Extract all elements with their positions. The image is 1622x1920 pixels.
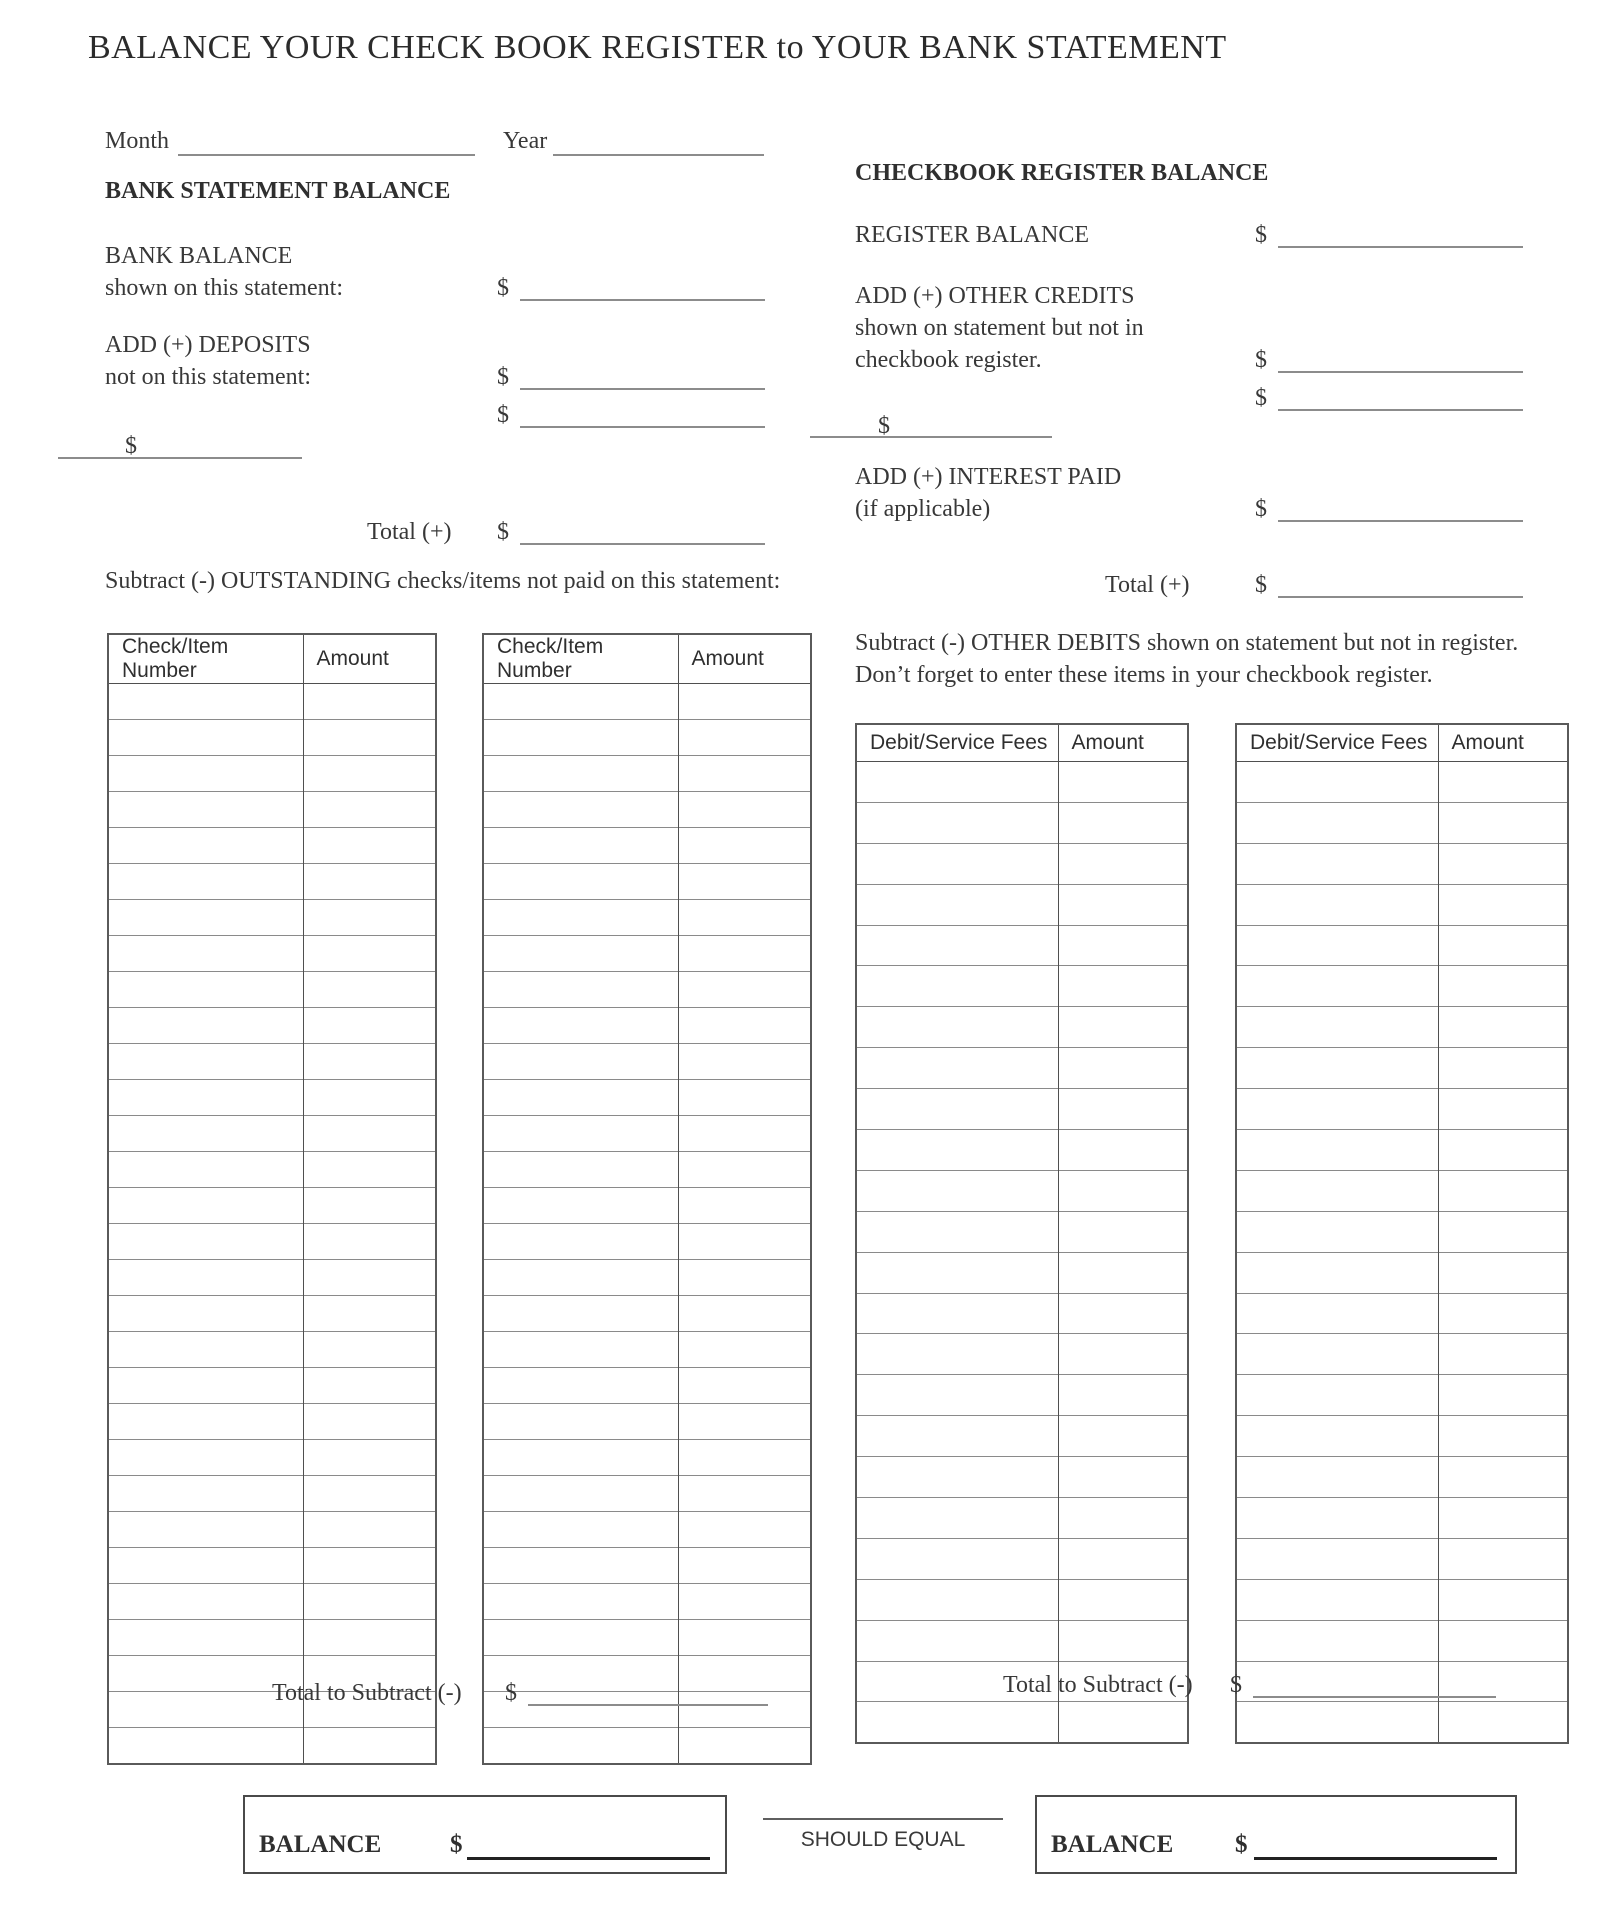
table-cell[interactable] [108, 1440, 303, 1476]
table-cell[interactable] [1236, 1702, 1438, 1743]
table-cell[interactable] [108, 792, 303, 828]
table-cell[interactable] [303, 1080, 436, 1116]
dollar-sign: $ [497, 364, 509, 390]
table-cell[interactable] [678, 756, 811, 792]
table-cell[interactable] [303, 1188, 436, 1224]
table-cell[interactable] [1058, 925, 1188, 966]
table-cell[interactable] [856, 1170, 1058, 1211]
table-cell[interactable] [678, 1116, 811, 1152]
table-cell[interactable] [1058, 966, 1188, 1007]
table-cell[interactable] [108, 1548, 303, 1584]
table-cell[interactable] [678, 1260, 811, 1296]
table-cell[interactable] [1236, 1334, 1438, 1375]
table-cell[interactable] [483, 1044, 678, 1080]
outstanding-checks-table-1 [107, 633, 437, 1765]
table-cell[interactable] [303, 1728, 436, 1765]
table-cell[interactable] [678, 1224, 811, 1260]
dollar-sign: $ [1255, 385, 1267, 411]
table-cell[interactable] [483, 1476, 678, 1512]
checkbook-register-heading: CHECKBOOK REGISTER BALANCE [855, 160, 1269, 186]
register-total-to-subtract-input[interactable] [1253, 1696, 1496, 1698]
month-label: Month [105, 128, 170, 154]
table-cell[interactable] [856, 843, 1058, 884]
table-cell[interactable] [1236, 762, 1438, 803]
table-cell[interactable] [108, 1404, 303, 1440]
table-cell[interactable] [483, 756, 678, 792]
other-debits-instruction-line2: Don’t forget to enter these items in your checkbook register. [855, 662, 1433, 688]
table-cell[interactable] [303, 936, 436, 972]
table-cell[interactable] [856, 1416, 1058, 1457]
table-cell[interactable] [483, 864, 678, 900]
table-cell[interactable] [1438, 1048, 1568, 1089]
table-cell[interactable] [303, 1368, 436, 1404]
table-cell[interactable] [108, 936, 303, 972]
dollar-sign: $ [1230, 1672, 1242, 1698]
table-cell[interactable] [678, 1404, 811, 1440]
table-cell[interactable] [303, 720, 436, 756]
year-input[interactable] [553, 154, 764, 156]
table-cell[interactable] [483, 1116, 678, 1152]
table-cell[interactable] [108, 1584, 303, 1620]
table-cell[interactable] [1058, 1293, 1188, 1334]
table-cell[interactable] [1058, 1334, 1188, 1375]
table-cell[interactable] [483, 1548, 678, 1584]
table-cell[interactable] [1058, 1211, 1188, 1252]
table-cell[interactable] [303, 1404, 436, 1440]
table-cell[interactable] [483, 1080, 678, 1116]
other-debits-instruction-line1: Subtract (-) OTHER DEBITS shown on statement but not in register. [855, 630, 1519, 656]
table-cell[interactable] [856, 1334, 1058, 1375]
table-cell[interactable] [108, 1260, 303, 1296]
table-cell[interactable] [303, 1512, 436, 1548]
interest-paid-input[interactable] [1278, 520, 1523, 522]
table-cell[interactable] [1236, 1170, 1438, 1211]
table-cell[interactable] [108, 1188, 303, 1224]
table-cell[interactable] [108, 684, 303, 720]
table-cell[interactable] [108, 1080, 303, 1116]
table-cell[interactable] [1236, 1498, 1438, 1539]
debit-fees-table-1 [855, 723, 1189, 1744]
table-cell[interactable] [1236, 1293, 1438, 1334]
table-cell[interactable] [483, 1008, 678, 1044]
table-cell[interactable] [1236, 1211, 1438, 1252]
table-cell[interactable] [1438, 1416, 1568, 1457]
table-cell[interactable] [1236, 925, 1438, 966]
table-cell[interactable] [856, 1538, 1058, 1579]
table-cell[interactable] [678, 900, 811, 936]
table-cell[interactable] [856, 1007, 1058, 1048]
table-cell[interactable] [108, 864, 303, 900]
table-cell[interactable] [108, 1044, 303, 1080]
table-cell[interactable] [1058, 1620, 1188, 1661]
dollar-sign: $ [878, 413, 890, 439]
page-title: BALANCE YOUR CHECK BOOK REGISTER to YOUR BANK STATEMENT [88, 29, 1227, 66]
table-cell[interactable] [108, 900, 303, 936]
table-cell[interactable] [1438, 1579, 1568, 1620]
table-cell[interactable] [108, 1224, 303, 1260]
register-balance-input[interactable] [1278, 246, 1523, 248]
table-cell[interactable] [1236, 1130, 1438, 1171]
table-cell[interactable] [1438, 1538, 1568, 1579]
year-label: Year [503, 128, 548, 154]
outstanding-checks-table-2 [482, 633, 812, 1765]
table-cell[interactable] [1438, 925, 1568, 966]
table-cell[interactable] [1058, 1170, 1188, 1211]
table-cell[interactable] [678, 1152, 811, 1188]
table-cell[interactable] [1438, 1293, 1568, 1334]
dollar-sign: $ [497, 275, 509, 301]
dollar-sign: $ [497, 402, 509, 428]
should-equal-divider [763, 1818, 1003, 1820]
other-credits-input-1[interactable] [1278, 371, 1523, 373]
dollar-sign: $ [450, 1831, 463, 1858]
table-cell[interactable] [1438, 802, 1568, 843]
table-cell[interactable] [1438, 1334, 1568, 1375]
table-cell[interactable] [108, 1476, 303, 1512]
table-cell[interactable] [303, 828, 436, 864]
other-credits-label-line2: shown on statement but not in [855, 315, 1144, 341]
register-total-to-subtract-label: Total to Subtract (-) [1003, 1672, 1193, 1698]
table-cell[interactable] [678, 1332, 811, 1368]
should-equal-label: SHOULD EQUAL [800, 1828, 966, 1851]
table-cell[interactable] [1236, 1538, 1438, 1579]
register-balance-label: REGISTER BALANCE [855, 222, 1089, 248]
right-balance-input[interactable] [1254, 1857, 1497, 1860]
bank-total-to-subtract-label: Total to Subtract (-) [272, 1680, 462, 1706]
table-cell[interactable] [1058, 1579, 1188, 1620]
table-cell[interactable] [678, 1620, 811, 1656]
table-cell[interactable] [1438, 1089, 1568, 1130]
register-total-label: Total (+) [1105, 572, 1190, 598]
table-cell[interactable] [678, 1080, 811, 1116]
dollar-sign: $ [505, 1680, 517, 1706]
table-cell[interactable] [483, 1404, 678, 1440]
table-cell[interactable] [303, 864, 436, 900]
dollar-sign: $ [125, 433, 137, 459]
table-cell[interactable] [1236, 1007, 1438, 1048]
table-cell[interactable] [856, 1375, 1058, 1416]
table-cell[interactable] [856, 1702, 1058, 1743]
table-cell[interactable] [856, 802, 1058, 843]
table-cell[interactable] [1438, 762, 1568, 803]
outstanding-instruction: Subtract (-) OUTSTANDING checks/items not paid on this statement: [105, 568, 781, 594]
table-cell[interactable] [483, 1188, 678, 1224]
table-cell[interactable] [483, 972, 678, 1008]
table-cell[interactable] [108, 1620, 303, 1656]
table-cell[interactable] [678, 1368, 811, 1404]
bank-balance-label-line1: BANK BALANCE [105, 243, 293, 269]
table-cell[interactable] [483, 1440, 678, 1476]
table-cell[interactable] [1438, 1252, 1568, 1293]
other-credits-label-line3: checkbook register. [855, 347, 1042, 373]
table-cell[interactable] [1438, 1498, 1568, 1539]
table-cell[interactable] [483, 792, 678, 828]
table-cell[interactable] [483, 828, 678, 864]
table-cell[interactable] [1236, 1579, 1438, 1620]
table-cell[interactable] [1236, 1375, 1438, 1416]
table-cell[interactable] [1058, 884, 1188, 925]
interest-paid-label-line2: (if applicable) [855, 496, 991, 522]
table-cell[interactable] [483, 900, 678, 936]
table-cell[interactable] [856, 1579, 1058, 1620]
add-deposits-label-line2: not on this statement: [105, 364, 311, 390]
table-cell[interactable] [856, 1498, 1058, 1539]
other-credits-input-2[interactable] [1278, 409, 1523, 411]
table-cell[interactable] [1058, 1007, 1188, 1048]
month-input[interactable] [178, 154, 475, 156]
table-cell[interactable] [108, 1512, 303, 1548]
table-cell[interactable] [678, 1512, 811, 1548]
dollar-sign: $ [1255, 496, 1267, 522]
table-cell[interactable] [1236, 1457, 1438, 1498]
table-cell[interactable] [108, 1728, 303, 1765]
table-cell[interactable] [1236, 1089, 1438, 1130]
table-cell[interactable] [678, 1188, 811, 1224]
table-cell[interactable] [483, 720, 678, 756]
table-cell[interactable] [483, 1260, 678, 1296]
table-cell[interactable] [1058, 1375, 1188, 1416]
register-total-input[interactable] [1278, 596, 1523, 598]
table-cell[interactable] [1058, 1252, 1188, 1293]
table-cell[interactable] [1058, 1130, 1188, 1171]
table-cell[interactable] [303, 1548, 436, 1584]
table-cell[interactable] [678, 1692, 811, 1728]
bank-total-input[interactable] [520, 543, 765, 545]
column-header: Amount [678, 634, 811, 684]
table-cell[interactable] [483, 1584, 678, 1620]
table-cell[interactable] [856, 1293, 1058, 1334]
table-cell[interactable] [678, 828, 811, 864]
table-cell[interactable] [303, 792, 436, 828]
deposit-extra-input[interactable] [58, 457, 302, 459]
table-cell[interactable] [303, 684, 436, 720]
dollar-sign: $ [1255, 347, 1267, 373]
column-header: Amount [303, 634, 436, 684]
table-cell[interactable] [483, 1296, 678, 1332]
table-cell[interactable] [856, 1048, 1058, 1089]
table-cell[interactable] [1058, 1048, 1188, 1089]
table-cell[interactable] [1438, 843, 1568, 884]
table-cell[interactable] [1058, 1416, 1188, 1457]
table-cell[interactable] [483, 1332, 678, 1368]
table-cell[interactable] [856, 1252, 1058, 1293]
right-balance-box [1035, 1795, 1517, 1874]
balance-label: BALANCE [1051, 1831, 1174, 1858]
table-cell[interactable] [303, 1044, 436, 1080]
table-cell[interactable] [303, 1224, 436, 1260]
table-cell[interactable] [483, 936, 678, 972]
add-deposits-label-line1: ADD (+) DEPOSITS [105, 332, 311, 358]
column-header: Debit/Service Fees [1236, 724, 1438, 762]
table-cell[interactable] [856, 1089, 1058, 1130]
table-cell[interactable] [303, 900, 436, 936]
table-cell[interactable] [856, 762, 1058, 803]
table-cell[interactable] [303, 1476, 436, 1512]
table-cell[interactable] [1236, 1048, 1438, 1089]
table-cell[interactable] [108, 972, 303, 1008]
column-header: Check/Item Number [483, 634, 678, 684]
bank-balance-label-line2: shown on this statement: [105, 275, 343, 301]
table-cell[interactable] [108, 1008, 303, 1044]
table-cell[interactable] [1058, 1089, 1188, 1130]
table-cell[interactable] [108, 1116, 303, 1152]
table-cell[interactable] [1438, 966, 1568, 1007]
table-cell[interactable] [1236, 884, 1438, 925]
table-cell[interactable] [856, 966, 1058, 1007]
table-cell[interactable] [856, 925, 1058, 966]
deposit-input-1[interactable] [520, 388, 765, 390]
table-cell[interactable] [1438, 1375, 1568, 1416]
table-cell[interactable] [483, 1152, 678, 1188]
table-cell[interactable] [1438, 1211, 1568, 1252]
table-cell[interactable] [483, 1224, 678, 1260]
dollar-sign: $ [1235, 1831, 1248, 1858]
table-cell[interactable] [1058, 802, 1188, 843]
column-header: Amount [1058, 724, 1188, 762]
table-cell[interactable] [303, 1332, 436, 1368]
table-cell[interactable] [1236, 1416, 1438, 1457]
table-cell[interactable] [108, 756, 303, 792]
table-cell[interactable] [678, 1728, 811, 1765]
table-cell[interactable] [303, 1008, 436, 1044]
table-cell[interactable] [303, 972, 436, 1008]
table-cell[interactable] [678, 936, 811, 972]
dollar-sign: $ [1255, 572, 1267, 598]
table-cell[interactable] [1236, 802, 1438, 843]
table-cell[interactable] [678, 1656, 811, 1692]
table-cell[interactable] [856, 1620, 1058, 1661]
other-credits-label-line1: ADD (+) OTHER CREDITS [855, 283, 1135, 309]
table-cell[interactable] [678, 1008, 811, 1044]
table-cell[interactable] [678, 1548, 811, 1584]
table-cell[interactable] [1438, 1457, 1568, 1498]
table-cell[interactable] [856, 1130, 1058, 1171]
bank-balance-input[interactable] [520, 299, 765, 301]
debit-fees-table-2 [1235, 723, 1569, 1744]
table-cell[interactable] [303, 1116, 436, 1152]
table-cell[interactable] [1438, 1702, 1568, 1743]
table-cell[interactable] [1438, 1007, 1568, 1048]
table-cell[interactable] [678, 1440, 811, 1476]
table-cell[interactable] [678, 684, 811, 720]
dollar-sign: $ [1255, 222, 1267, 248]
table-cell[interactable] [1236, 1252, 1438, 1293]
table-cell[interactable] [678, 972, 811, 1008]
table-cell[interactable] [678, 1044, 811, 1080]
table-cell[interactable] [303, 1620, 436, 1656]
column-header: Amount [1438, 724, 1568, 762]
table-cell[interactable] [856, 1457, 1058, 1498]
table-cell[interactable] [1236, 1620, 1438, 1661]
table-cell[interactable] [483, 1620, 678, 1656]
table-cell[interactable] [1058, 1457, 1188, 1498]
other-credits-extra-input[interactable] [810, 436, 1052, 438]
dollar-sign: $ [497, 519, 509, 545]
table-cell[interactable] [678, 1296, 811, 1332]
table-cell[interactable] [856, 884, 1058, 925]
table-cell[interactable] [303, 1260, 436, 1296]
bank-total-label: Total (+) [367, 519, 452, 545]
table-cell[interactable] [1236, 966, 1438, 1007]
table-cell[interactable] [303, 1584, 436, 1620]
deposit-input-2[interactable] [520, 426, 765, 428]
table-cell[interactable] [1058, 762, 1188, 803]
table-cell[interactable] [1058, 1702, 1188, 1743]
table-cell[interactable] [483, 684, 678, 720]
table-cell[interactable] [678, 1476, 811, 1512]
table-cell[interactable] [1438, 884, 1568, 925]
table-cell[interactable] [303, 1440, 436, 1476]
table-cell[interactable] [108, 1296, 303, 1332]
table-cell[interactable] [1438, 1170, 1568, 1211]
table-cell[interactable] [678, 864, 811, 900]
table-cell[interactable] [108, 1368, 303, 1404]
table-cell[interactable] [108, 1332, 303, 1368]
left-balance-input[interactable] [467, 1857, 710, 1860]
table-cell[interactable] [678, 1584, 811, 1620]
column-header: Check/Item Number [108, 634, 303, 684]
table-cell[interactable] [856, 1211, 1058, 1252]
table-cell[interactable] [483, 1728, 678, 1765]
table-cell[interactable] [1438, 1620, 1568, 1661]
table-cell[interactable] [108, 720, 303, 756]
table-cell[interactable] [108, 1152, 303, 1188]
table-cell[interactable] [1236, 843, 1438, 884]
table-cell[interactable] [1438, 1130, 1568, 1171]
table-cell[interactable] [483, 1368, 678, 1404]
table-cell[interactable] [1058, 1498, 1188, 1539]
table-cell[interactable] [1058, 1538, 1188, 1579]
table-cell[interactable] [1058, 843, 1188, 884]
table-cell[interactable] [678, 720, 811, 756]
balance-label: BALANCE [259, 1831, 382, 1858]
bank-statement-heading: BANK STATEMENT BALANCE [105, 178, 451, 204]
table-cell[interactable] [303, 1296, 436, 1332]
table-cell[interactable] [303, 1152, 436, 1188]
table-cell[interactable] [303, 756, 436, 792]
table-cell[interactable] [483, 1512, 678, 1548]
column-header: Debit/Service Fees [856, 724, 1058, 762]
table-cell[interactable] [108, 828, 303, 864]
table-cell[interactable] [678, 792, 811, 828]
left-balance-box [243, 1795, 727, 1874]
bank-total-to-subtract-input[interactable] [528, 1704, 768, 1706]
interest-paid-label-line1: ADD (+) INTEREST PAID [855, 464, 1122, 490]
